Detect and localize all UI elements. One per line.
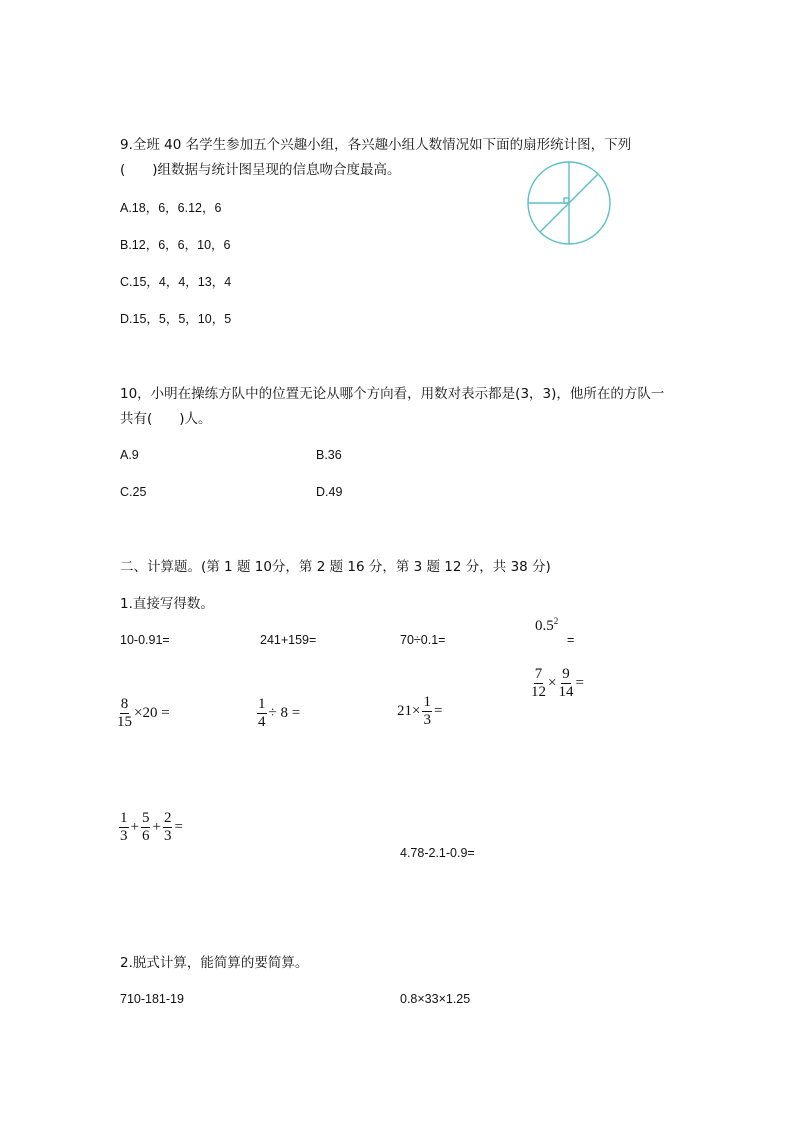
q9-option-c: C.15，4，4，13，4 (120, 275, 232, 289)
calc-710-minus: 710-181-19 (120, 992, 184, 1006)
calc-1-4-div-8: $\frac{1}{4}$ ÷ 8 = (258, 696, 301, 730)
q9-option-d: D.15，5，5，10，5 (120, 312, 232, 326)
frac-denominator: 15 (117, 714, 132, 730)
power-exponent: 2 (553, 616, 559, 626)
calc-241-plus-159: 241+159= (260, 633, 317, 647)
calc-10-minus-0.91: 10-0.91= (120, 633, 170, 647)
frac-denominator: 14 (558, 684, 574, 700)
pie-chart (524, 160, 616, 246)
calc-70-div-0.1: 70÷0.1= (400, 633, 446, 647)
calc-frac-multiply: $\frac{7}{12}$ × $\frac{9}{14}$ = (531, 666, 584, 700)
frac-numerator: 1 (423, 694, 431, 710)
right-angle-marker (564, 198, 569, 203)
sub1-heading: 1.直接写得数。 (120, 596, 214, 612)
calc-21-times-1-3: 21× $\frac{1}{3}$ = (397, 694, 443, 728)
calc-power (535, 613, 558, 634)
q10-option-c: C.25 (120, 485, 147, 499)
sub2-heading: 2.脱式计算，能简算的要简算。 (120, 955, 309, 971)
calc-4.78-minus: 4.78-2.1-0.9= (400, 846, 475, 860)
frac-denominator: 3 (423, 712, 431, 728)
frac-denominator: 12 (531, 684, 546, 700)
q9-option-a: A.18，6，6.12，6 (120, 201, 222, 215)
calc-frac-sum: $\frac{1}{3}$ + $\frac{5}{6}$ + $\frac{2}{3}$ = (120, 810, 183, 844)
calc-0.8-times: 0.8×33×1.25 (400, 992, 471, 1006)
q10-option-d: D.49 (316, 485, 343, 499)
q10-stem-line1: 10，小明在操练方队中的位置无论从哪个方向看，用数对表示都是(3，3)，他所在的方队一 (120, 386, 665, 402)
q10-option-b: B.36 (316, 448, 342, 462)
power-base: 0.5 (535, 618, 554, 634)
q10-option-a: A.9 (120, 448, 139, 462)
q9-option-b: B.12，6，6，10，6 (120, 238, 231, 252)
q10-stem-line2: 共有( )人。 (120, 411, 212, 427)
frac-numerator: 7 (534, 666, 543, 682)
frac-numerator: 8 (120, 696, 129, 712)
frac-numerator: 9 (562, 666, 570, 682)
q9-stem-line1: 9.全班 40 名学生参加五个兴趣小组，各兴趣小组人数情况如下面的扇形统计图，下列 (120, 137, 632, 153)
calc-8-15-times-20: $\frac{8}{15}$ ×20 = (117, 696, 170, 730)
section2-title: 二、计算题。(第 1 题 10分，第 2 题 16 分，第 3 题 12 分，共 38 分) (120, 559, 551, 575)
frac-numerator: 1 (258, 696, 266, 712)
q9-stem-line2: ( )组数据与统计图呈现的信息吻合度最高。 (120, 162, 401, 178)
frac-denominator: 4 (258, 714, 266, 730)
power-equals: = (567, 633, 575, 647)
